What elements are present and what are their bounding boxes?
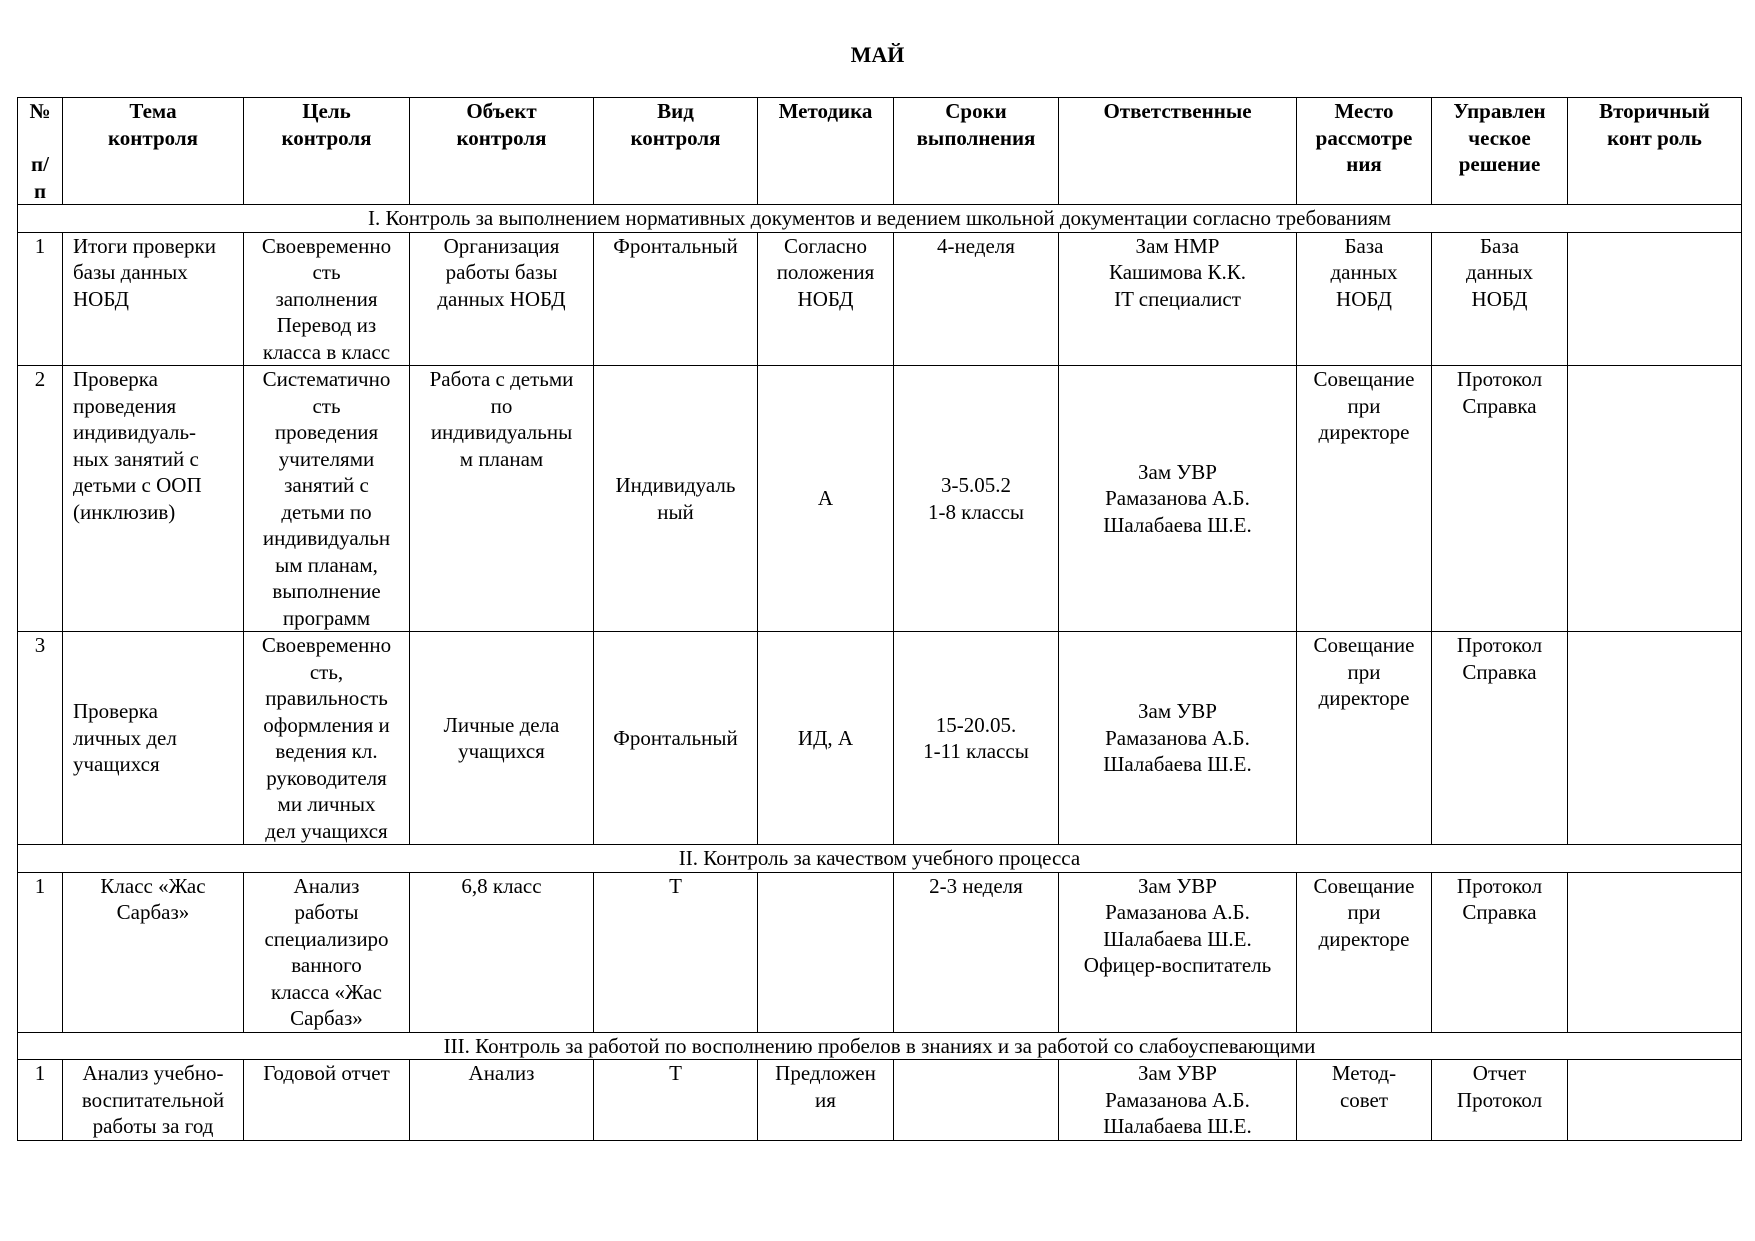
table-row — [18, 232, 1742, 366]
cell-deadline: 15-20.05. 1-11 классы — [894, 632, 1059, 845]
cell-goal: Годовой отчет — [244, 1060, 410, 1141]
cell-responsible: Зам УВР Рамазанова А.Б. Шалабаева Ш.Е. — [1059, 366, 1297, 632]
cell-object: Работа с детьми по индивидуальны м планам — [410, 366, 594, 632]
cell-decision: Протокол Справка — [1432, 366, 1568, 632]
cell-place: База данных НОБД — [1297, 232, 1432, 366]
header-goal: Цель контроля — [244, 98, 410, 205]
cell-place: Метод- совет — [1297, 1060, 1432, 1141]
cell-type: Т — [594, 1060, 758, 1141]
cell-place: Совещание при директоре — [1297, 366, 1432, 632]
cell-object: Анализ — [410, 1060, 594, 1141]
header-secondary: Вторичный конт роль — [1568, 98, 1742, 205]
cell-decision: Протокол Справка — [1432, 872, 1568, 1032]
control-plan-table — [17, 97, 1742, 1141]
cell-goal: Анализ работы специализиро ванного класса «Жас Сарбаз» — [244, 872, 410, 1032]
cell-responsible: Зам НМР Кашимова К.К. IT специалист — [1059, 232, 1297, 366]
cell-secondary — [1568, 872, 1742, 1032]
cell-topic: Анализ учебно- воспитательной работы за год — [63, 1060, 244, 1141]
table-row — [18, 632, 1742, 845]
table-row — [18, 1060, 1742, 1141]
cell-deadline — [894, 1060, 1059, 1141]
header-decision: Управлен ческое решение — [1432, 98, 1568, 205]
cell-place: Совещание при директоре — [1297, 872, 1432, 1032]
cell-deadline: 3-5.05.2 1-8 классы — [894, 366, 1059, 632]
cell-decision: База данных НОБД — [1432, 232, 1568, 366]
cell-secondary — [1568, 1060, 1742, 1141]
cell-goal: Своевременно сть, правильность оформления и ведения кл. руководителя ми личных дел учащихся — [244, 632, 410, 845]
cell-method — [758, 872, 894, 1032]
cell-number: 1 — [18, 1060, 63, 1141]
cell-topic: Итоги проверки базы данных НОБД — [63, 232, 244, 366]
cell-number: 2 — [18, 366, 63, 632]
header-topic: Тема контроля — [63, 98, 244, 205]
cell-object: 6,8 класс — [410, 872, 594, 1032]
cell-secondary — [1568, 366, 1742, 632]
cell-number: 1 — [18, 232, 63, 366]
cell-number: 3 — [18, 632, 63, 845]
section-title: II. Контроль за качеством учебного процесса — [18, 845, 1742, 873]
header-type: Вид контроля — [594, 98, 758, 205]
section-row — [18, 1032, 1742, 1060]
section-row — [18, 845, 1742, 873]
cell-decision: Отчет Протокол — [1432, 1060, 1568, 1141]
cell-number: 1 — [18, 872, 63, 1032]
cell-type: Индивидуаль ный — [594, 366, 758, 632]
cell-object: Организация работы базы данных НОБД — [410, 232, 594, 366]
cell-method: ИД, А — [758, 632, 894, 845]
header-object: Объект контроля — [410, 98, 594, 205]
header-method: Методика — [758, 98, 894, 205]
cell-place: Совещание при директоре — [1297, 632, 1432, 845]
cell-goal: Систематично сть проведения учителями занятий с детьми по индивидуальн ым планам, выполнение программ — [244, 366, 410, 632]
section-title: III. Контроль за работой по восполнению пробелов в знаниях и за работой со слабоуспевающими — [18, 1032, 1742, 1060]
cell-deadline: 2-3 неделя — [894, 872, 1059, 1032]
table-row — [18, 366, 1742, 632]
cell-secondary — [1568, 232, 1742, 366]
cell-method: Предложен ия — [758, 1060, 894, 1141]
cell-type: Фронтальный — [594, 632, 758, 845]
header-place: Место рассмотре ния — [1297, 98, 1432, 205]
cell-method: Согласно положения НОБД — [758, 232, 894, 366]
cell-object: Личные дела учащихся — [410, 632, 594, 845]
section-row — [18, 205, 1742, 233]
section-title: I. Контроль за выполнением нормативных документов и ведением школьной документации согласно требованиям — [18, 205, 1742, 233]
cell-topic: Проверка проведения индивидуаль- ных занятий с детьми с ООП (инклюзив) — [63, 366, 244, 632]
cell-deadline: 4-неделя — [894, 232, 1059, 366]
cell-responsible: Зам УВР Рамазанова А.Б. Шалабаева Ш.Е. — [1059, 632, 1297, 845]
page-title: МАЙ — [850, 42, 905, 67]
cell-type: Фронтальный — [594, 232, 758, 366]
cell-type: Т — [594, 872, 758, 1032]
cell-decision: Протокол Справка — [1432, 632, 1568, 845]
header-responsible: Ответственные — [1059, 98, 1297, 205]
cell-responsible: Зам УВР Рамазанова А.Б. Шалабаева Ш.Е. Офицер-воспитатель — [1059, 872, 1297, 1032]
cell-method: А — [758, 366, 894, 632]
cell-goal: Своевременно сть заполнения Перевод из класса в класс — [244, 232, 410, 366]
table-row — [18, 872, 1742, 1032]
cell-topic: Класс «Жас Сарбаз» — [63, 872, 244, 1032]
header-deadline: Сроки выполнения — [894, 98, 1059, 205]
cell-responsible: Зам УВР Рамазанова А.Б. Шалабаева Ш.Е. — [1059, 1060, 1297, 1141]
cell-secondary — [1568, 632, 1742, 845]
header-row — [18, 98, 1742, 205]
cell-topic: Проверка личных дел учащихся — [63, 632, 244, 845]
header-number: № п/ п — [18, 98, 63, 205]
